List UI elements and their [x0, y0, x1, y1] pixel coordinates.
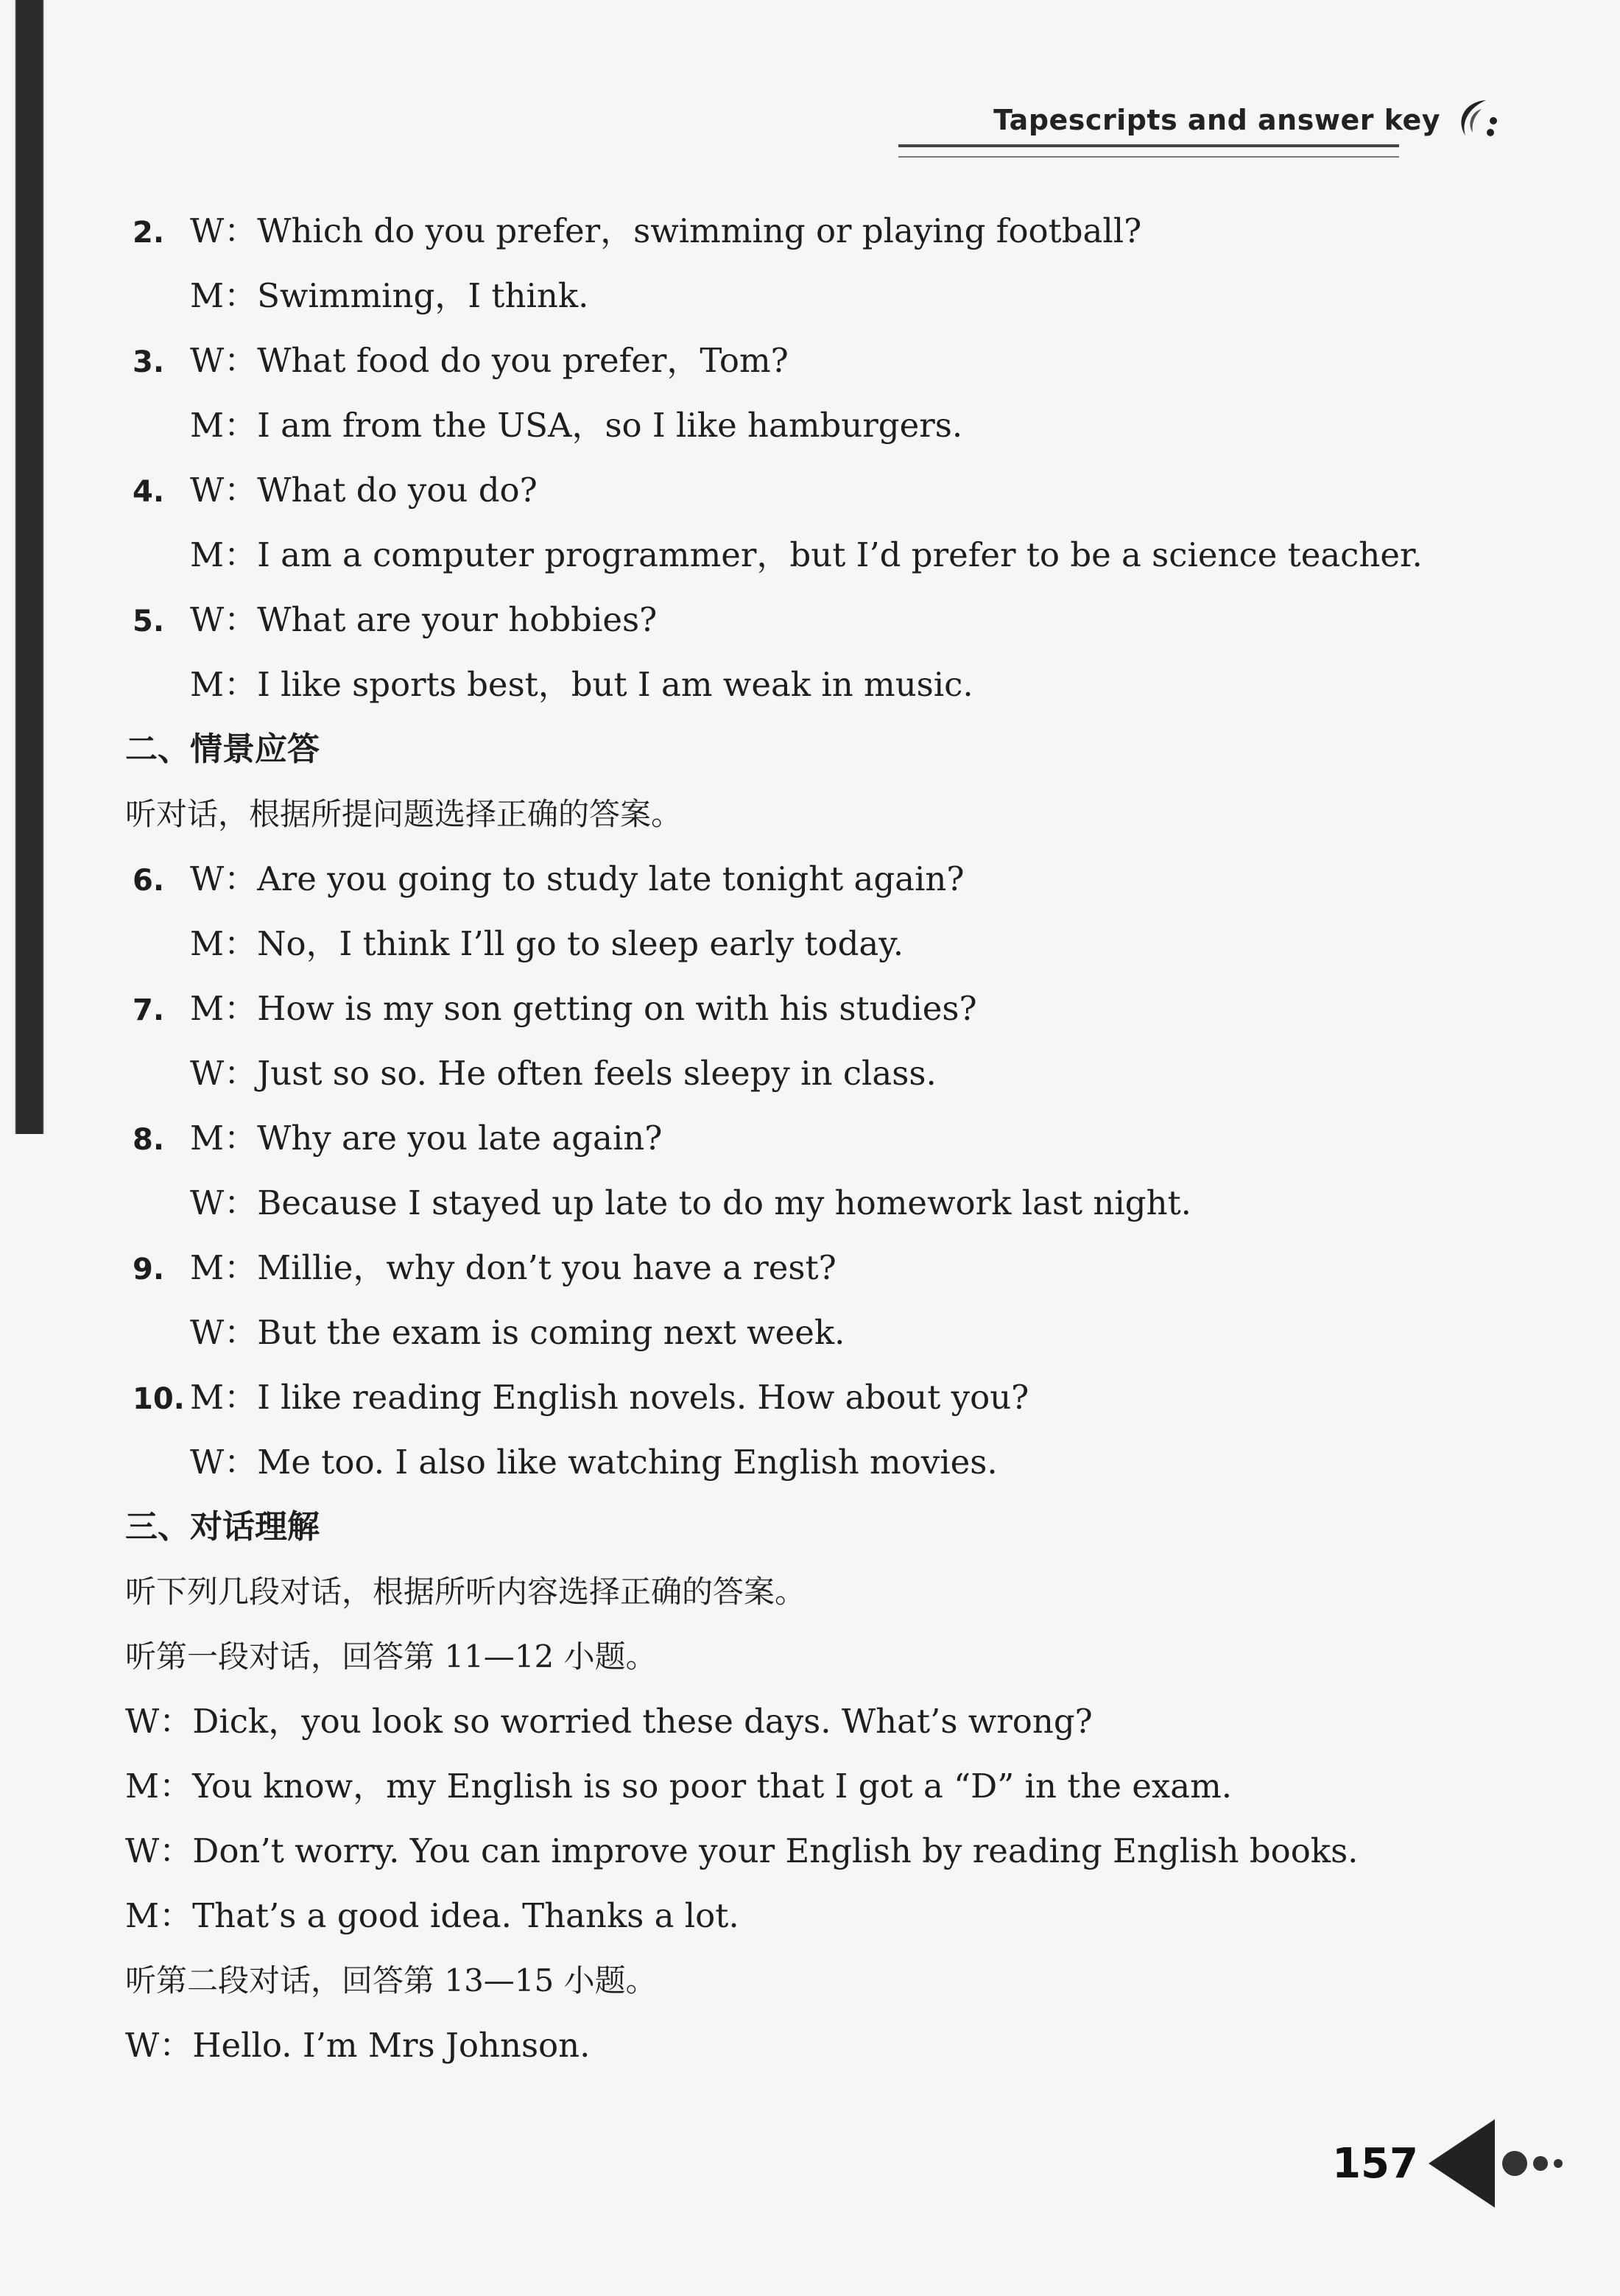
answer-line: M：I am from the USA，so I like hamburgers. — [190, 406, 963, 445]
item-7 — [133, 976, 1532, 1106]
page-binding-edge — [0, 0, 46, 1134]
dots-icon — [1502, 2151, 1568, 2176]
header-title: Tapescripts and answer key — [993, 104, 1440, 136]
question-line — [133, 1236, 1532, 1300]
answer-line: W：Me too. I also like watching English movies. — [190, 1443, 998, 1482]
running-header — [993, 94, 1502, 146]
question-line — [133, 458, 1532, 523]
section-heading-2: 二、情景应答 — [125, 730, 320, 768]
dialog1-intro: 听第一段对话，回答第 11—12 小题。 — [125, 1638, 657, 1675]
item-number: 10. — [133, 1382, 185, 1416]
question-line — [133, 1365, 1532, 1430]
answer-line: W：But the exam is coming next week. — [190, 1313, 845, 1352]
item-number: 7. — [133, 993, 165, 1027]
dialog-line: W：Don’t worry. You can improve your English by reading English books. — [125, 1831, 1359, 1870]
item-3 — [133, 328, 1532, 458]
question-text: M：Millie，why don’t you have a rest? — [190, 1248, 837, 1287]
answer-line: M：Swimming，I think. — [190, 276, 589, 315]
answer-line: M：I like sports best，but I am weak in music. — [190, 665, 973, 704]
question-text: W：Are you going to study late tonight again? — [190, 859, 965, 898]
section-heading-3: 三、对话理解 — [125, 1508, 320, 1546]
item-number: 4. — [133, 475, 165, 509]
item-number: 2. — [133, 216, 165, 250]
dialog-line: M：That’s a good idea. Thanks a lot. — [125, 1896, 739, 1935]
question-text: W：What are your hobbies? — [190, 600, 658, 639]
question-text: M：Why are you late again? — [190, 1119, 663, 1158]
item-number: 3. — [133, 345, 165, 379]
left-arrow-icon — [1429, 2119, 1495, 2208]
question-line — [133, 847, 1532, 912]
item-6 — [133, 847, 1532, 976]
answer-line: W：Because I stayed up late to do my homework last night. — [190, 1183, 1191, 1222]
item-4 — [133, 458, 1532, 588]
header-rule — [898, 144, 1399, 158]
section2-items — [133, 847, 1532, 1495]
page-content — [125, 199, 1532, 2078]
question-line — [133, 328, 1532, 393]
item-8 — [133, 1106, 1532, 1236]
item-number: 8. — [133, 1123, 165, 1157]
question-text: W：What food do you prefer，Tom? — [190, 341, 789, 380]
answer-line: M：No，I think I’ll go to sleep early today. — [190, 924, 904, 963]
question-line — [133, 976, 1532, 1041]
dialog2-intro: 听第二段对话，回答第 13—15 小题。 — [125, 1962, 657, 1999]
dialog-line: M：You know，my English is so poor that I got a “D” in the exam. — [125, 1767, 1233, 1806]
item-9 — [133, 1236, 1532, 1365]
item-number: 6. — [133, 864, 165, 898]
question-line — [133, 588, 1532, 652]
section-instruction-3: 听下列几段对话，根据所听内容选择正确的答案。 — [125, 1574, 806, 1610]
answer-line: W：Just so so. He often feels sleepy in class. — [190, 1054, 937, 1093]
question-text: W：Which do you prefer，swimming or playing football? — [190, 211, 1142, 250]
item-2 — [133, 199, 1532, 328]
answer-line: M：I am a computer programmer，but I’d prefer to be a science teacher. — [190, 535, 1423, 574]
question-text: M：I like reading English novels. How about you? — [190, 1378, 1029, 1417]
question-text: M：How is my son getting on with his studies? — [190, 989, 977, 1028]
item-5 — [133, 588, 1532, 717]
page-number: 157 — [1332, 2139, 1418, 2188]
part1-items — [133, 199, 1532, 717]
dialog-line: W：Hello. I’m Mrs Johnson. — [125, 2026, 591, 2065]
section-instruction-2: 听对话，根据所提问题选择正确的答案。 — [125, 796, 683, 832]
item-number: 9. — [133, 1253, 165, 1286]
question-text: W：What do you do? — [190, 471, 538, 510]
page-footer — [1332, 2119, 1568, 2208]
dialog-line: W：Dick，you look so worried these days. What’s wrong? — [125, 1702, 1093, 1741]
question-line — [133, 1106, 1532, 1171]
item-number: 5. — [133, 605, 165, 638]
question-line — [133, 199, 1532, 264]
swoosh-logo-icon — [1451, 94, 1502, 146]
item-10 — [133, 1365, 1532, 1495]
